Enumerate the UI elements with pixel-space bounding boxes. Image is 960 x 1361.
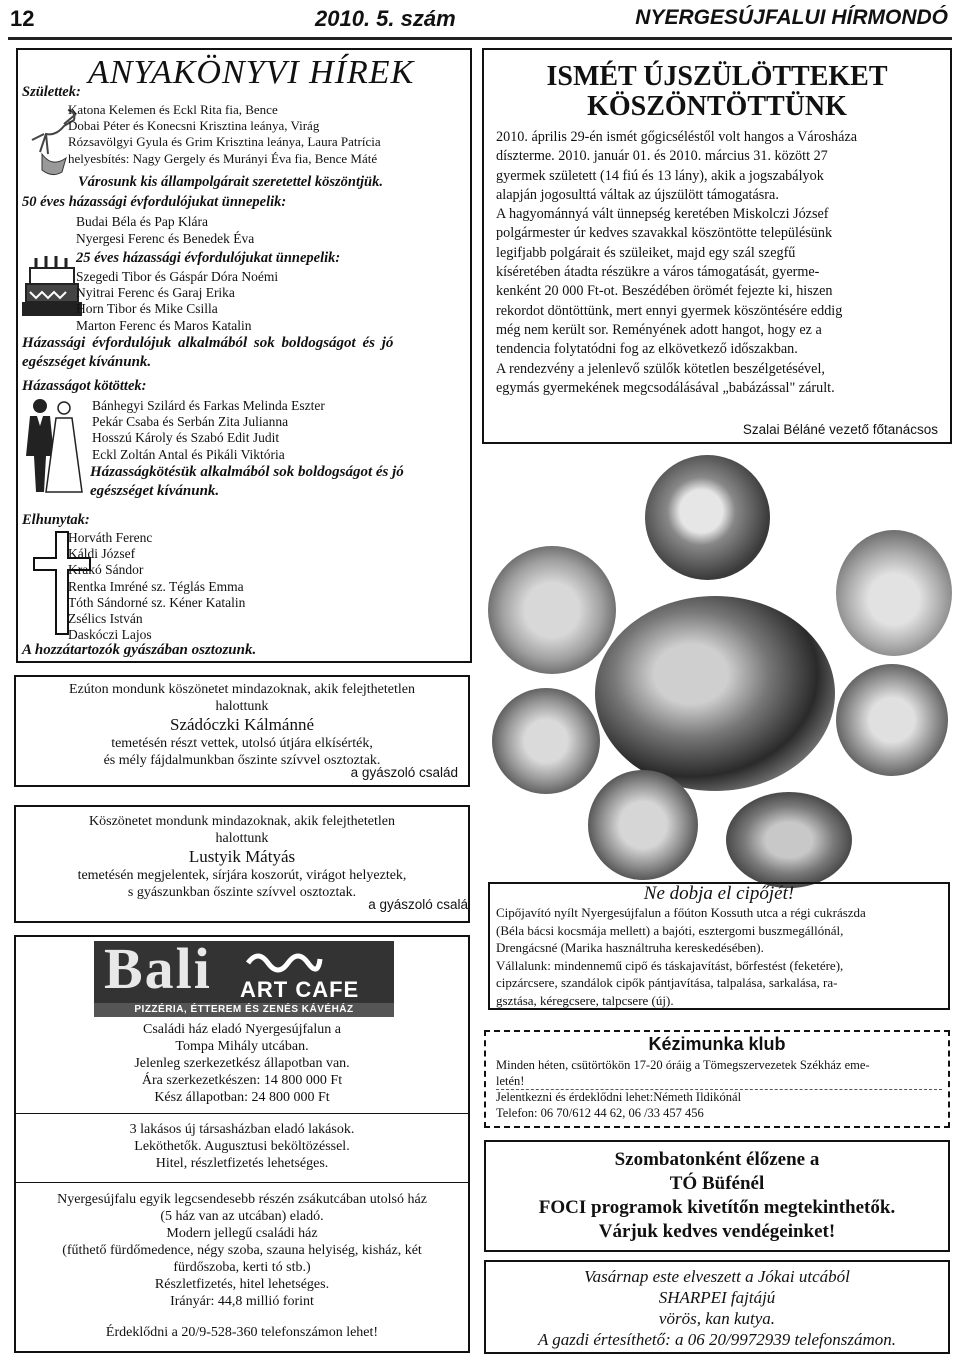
married-list xyxy=(92,398,325,463)
baby-photo xyxy=(488,546,616,674)
bali-logo: Bali xyxy=(104,936,212,1001)
baby-photo xyxy=(836,664,948,776)
wedding-couple-icon xyxy=(22,396,84,496)
deceased-entry: Káldi József xyxy=(68,546,136,562)
deceased-entry: Rentka Imréné sz. Téglás Emma xyxy=(68,578,244,594)
couple-entry: Szegedi Tibor és Gáspár Dóra Noémi xyxy=(76,269,279,284)
shoe-repair-body: Cipőjavító nyílt Nyergesújfalun a főúton Kossuth utca a régi cukrászda (Béla bácsi kocsmája mellett) a bajóti, esztergomi buszmegállónál, Drengácsné (Marika használtruha kereskedésében). Vállalunk: mindennemű cipő és táskajavítást, bőrfestést (feketére), cipzárcsere, szandálok cipők pántjavítása, talpalása, sarkalása, ra- gsztása, kéregcsere, talpcsere (új). xyxy=(496,905,866,1008)
bali-logo-banner xyxy=(94,936,394,1003)
baby-photo xyxy=(726,792,852,888)
signature: a gyászoló csalá xyxy=(368,897,468,912)
newborn-article-box xyxy=(482,48,952,444)
born-heading: Születtek: xyxy=(22,84,81,100)
registry-news-box xyxy=(16,48,472,663)
baby-photo xyxy=(492,688,600,794)
born-entry: Katona Kelemen és Eckl Rita fia, Bence xyxy=(68,102,278,117)
ornament-icon xyxy=(244,947,324,977)
deceased-name: Szádóczki Kálmánné xyxy=(170,715,314,734)
page-header xyxy=(0,6,960,36)
issue-date: 2010. 5. szám xyxy=(315,6,456,31)
divider xyxy=(16,1182,468,1183)
gold-anniversary-list xyxy=(76,214,254,247)
married-wish: Házasságkötésük alkalmából sok boldogságot és jó egészséget kívánunk. xyxy=(90,464,404,499)
header-rule xyxy=(8,37,952,40)
art-cafe-label: ART CAFE xyxy=(240,977,360,1002)
divider xyxy=(16,1113,468,1114)
gold-anniversary-heading: 50 éves házassági évfordulójukat ünnepelik: xyxy=(22,194,287,210)
bali-art-cafe-box xyxy=(14,935,470,1353)
family-photo xyxy=(595,596,835,791)
cake-icon xyxy=(22,248,82,320)
house-ad-1: Családi ház eladó Nyergesújfalun a Tompa Mihály utcában. Jelenleg szerkezetkész állapotban van. Ára szerkezetkészen: 14 800 000 Ft Kész állapotban: 24 800 000 Ft xyxy=(134,1022,350,1105)
couple-entry: Pekár Csaba és Serbán Zita Julianna xyxy=(92,414,289,430)
deceased-entry: Krakó Sándor xyxy=(68,562,144,578)
born-entry: Rózsavölgyi Gyula és Grim Krisztina leánya, Laura Patrícia xyxy=(68,134,381,150)
died-list xyxy=(68,530,245,643)
couple-entry: Nyergesi Ferenc és Benedek Éva xyxy=(76,231,255,247)
bali-strip: PIZZÉRIA, ÉTTEREM ÉS ZENÉS KÁVÉHÁZ xyxy=(94,1003,394,1017)
shoe-repair-box xyxy=(488,882,950,1010)
magazine-title: NYERGESÚJFALUI HÍRMONDÓ xyxy=(635,6,948,29)
deceased-name: Lustyik Mátyás xyxy=(188,847,296,866)
condolence-text: A hozzátartozók gyászában osztozunk. xyxy=(22,642,257,658)
craft-club-box xyxy=(484,1030,950,1128)
couple-entry: Bánhegyi Szilárd és Farkas Melinda Eszter xyxy=(92,398,325,413)
couple-entry: Nyitrai Ferenc és Garaj Erika xyxy=(76,285,235,301)
deceased-entry: Tóth Sándorné sz. Kéner Katalin xyxy=(68,594,246,610)
thanks-notice-2: Köszönetet mondunk mindazoknak, akik felejthetetlen halottunk Lustyik Mátyás temetésén megjelentek, sírjára koszorút, virágot helyeztek, s gyászunkban őszinte szívvel osztoztak. a gyászoló csalá xyxy=(14,805,470,923)
thanks-notice-1: Ezúton mondunk köszönetet mindazoknak, akik felejthetetlen halottunk Szádóczki Kálmánné temetésén részt vettek, utolsó útjára elkísérték, és mély fájdalmunkban őszinte szívvel osztoztak. a gyászoló család xyxy=(14,675,470,787)
baby-photo xyxy=(836,530,952,656)
house-ad-2: Nyergesújfalu egyik legcsendesebb részén zsákutcában utolsó ház (5 ház van az utcában) eladó. Modern jellegű családi ház (fűthető fürdőmedence, négy szoba, szauna helyiség, kisház, két fürdőszoba, kerti tó stb.) Részletfizetés, hitel lehetséges. Irányár: 44,8 millió forint xyxy=(57,1192,427,1309)
signature: a gyászoló család xyxy=(350,765,458,780)
shoe-repair-title: Ne dobja el cipőjét! xyxy=(643,883,795,904)
couple-entry: Eckl Zoltán Antal és Pikáli Viktória xyxy=(92,446,285,462)
died-heading: Elhunytak: xyxy=(22,512,90,528)
contact-line: Érdeklődni a 20/9-528-360 telefonszámon lehet! xyxy=(105,1325,379,1340)
deceased-entry: Daskóczi Lajos xyxy=(68,627,152,643)
couple-entry: Horn Tibor és Mike Csilla xyxy=(76,301,218,317)
baby-photo xyxy=(645,455,770,580)
craft-club-body: Minden héten, csütörtökön 17-20 óráig a Tömegszervezetek Székház eme- letén! Jelentkezni és érdeklődni lehet:Németh Ildikónál Telefon: 06 70/612 44 62, 06 /33 457 456 xyxy=(496,1058,942,1121)
newborn-body: 2010. április 29-én ismét gőgicséléstől volt hangos a Városháza díszterme. 2010. január 01. és 2010. március 31. között 27 gyermek született (14 fiú és 13 lány), akik a jogszabályok alapján jogosulttá váltak az újszülött támogatásra. A hagyománnyá vált ünnepség keretében Miskolczi József polgármester úr kedves szavakkal köszöntötte településünk legifjabb polgárait és szüleiket, majd egy szál szegfű kíséretében átadta részükre a város támogatását, gyerme- kenként 20 000 Ft-ot. Beszédében örömét fejezte ki, hiszen rekordot döntöttünk, mert ennyi gyermek köszöntésére eddig még nem került sor. Reményének adott hangot, hogy ez a tendencia folytatódni fog az elkövetkező időszakban. A rendezvény a jelenlevő szülők kötetlen beszélgetésével, egymás gyermekének megcsodálásával „babázással" zárult. xyxy=(496,129,858,396)
lost-dog-box: Vasárnap este elveszett a Jókai utcából SHARPEI fajtájú vörös, kan kutya. A gazdi értesíthető: a 06 20/9972939 telefonszámon. xyxy=(484,1260,950,1354)
anniversary-wish: Házassági évfordulójuk alkalmából sok boldogságot és jó egészséget kívánunk. xyxy=(22,335,394,370)
born-entry: Dobai Péter és Konecsni Krisztina leánya, Virág xyxy=(68,118,320,134)
apartment-ad: 3 lakásos új társasházban eladó lakások. Leköthetők. Augusztusi beköltözéssel. Hitel, részletfizetés lehetséges. xyxy=(129,1122,355,1171)
newborn-title: ISMÉT ÚJSZÜLÖTTEKET KÖSZÖNTÖTTÜNK xyxy=(546,61,888,122)
page-number: 12 xyxy=(10,6,35,31)
born-list xyxy=(68,102,381,167)
football-notice-box: Szombatonként élőzene a TÓ Büfénél FOCI programok kivetítőn megtekinthetők. Várjuk kedves vendégeinket! xyxy=(484,1140,950,1252)
silver-anniversary-list xyxy=(76,269,278,334)
deceased-entry: Horváth Ferenc xyxy=(68,530,153,545)
deceased-entry: Zsélics István xyxy=(68,611,143,627)
article-author: Szalai Béláné vezető főtanácsos xyxy=(742,422,938,437)
couple-entry: Hosszú Károly és Szabó Edit Judit xyxy=(92,430,280,446)
craft-club-title: Kézimunka klub xyxy=(648,1034,786,1054)
couple-entry: Budai Béla és Pap Klára xyxy=(76,214,208,229)
married-heading: Házasságot kötöttek: xyxy=(22,378,147,394)
registry-title: ANYAKÖNYVI HÍREK xyxy=(88,54,415,91)
silver-anniversary-heading: 25 éves házassági évfordulójukat ünnepelik: xyxy=(76,250,341,266)
couple-entry: Marton Ferenc és Maros Katalin xyxy=(76,317,252,333)
born-greeting: Városunk kis állampolgárait szeretettel köszöntjük. xyxy=(78,174,383,190)
baby-photo xyxy=(588,770,698,880)
born-entry: helyesbítés: Nagy Gergely és Murányi Éva fia, Bence Máté xyxy=(68,150,378,166)
